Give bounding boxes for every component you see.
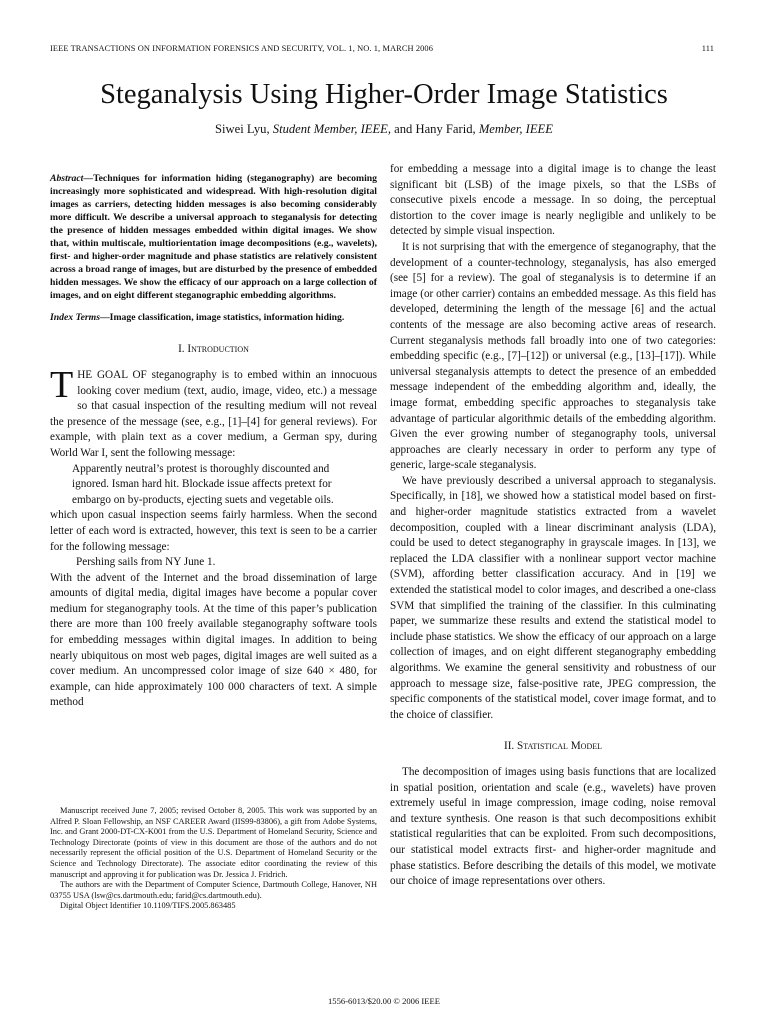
section-heading-introduction: I. Introduction bbox=[178, 343, 249, 356]
paper-title: Steganalysis Using Higher-Order Image Statistics bbox=[100, 79, 668, 110]
footnote-doi: Digital Object Identifier 10.1109/TIFS.2005.863485 bbox=[60, 901, 236, 911]
index-terms bbox=[50, 311, 377, 324]
author-line bbox=[40, 122, 728, 137]
right-column bbox=[390, 162, 716, 890]
intro-paragraph-1 bbox=[50, 363, 377, 462]
intro-paragraph-3: With the advent of the Internet and the broad dissemination of large amounts of digital media, digital images have become a popular cover medium for steganography tools. At the time of this paper’s publication there are more than 100 freely available steganography software tools for embedding messages within digital images. In addition to being nearly ubiquitous on most web pages, digital images are well suited as a cover medium. An uncompressed color image of size 640 × 480, for example, can hide approximately 100 000 characters of text. A simple method bbox=[50, 571, 377, 709]
drop-cap: T bbox=[50, 363, 74, 406]
right-paragraph-3: We have previously described a universal approach to steganalysis. Specifically, in [18], we showed how a statistical model based on first- and higher-order magnitude statistics extracted from a wavelet decomposition, coupled with a linear discriminant analysis (LDA), could be used to detect steganography in grayscale images. In [13], we replaced the LDA classifier with a nonlinear support vector machine (SVM), affording better classification accuracy. And in [19] we extended the statistical model to color images, and described a one-class SVM that simplified the training of the classifier. In this culminating paper, we summarize these results and extend the statistical model to include phase statistics. We show the efficacy of our approach on a large collection of images, and on eight different steganography embedding algorithms. We examine the general sensitivity and robustness of our approach to message size, false-positive rate, JPEG compression, the specific components of the statistical model, cover image format, and to the choice of classifier. bbox=[390, 474, 716, 721]
left-column bbox=[50, 162, 377, 711]
quote-2: Pershing sails from NY June 1. bbox=[76, 556, 216, 569]
page-number: 111 bbox=[701, 44, 714, 53]
journal-name: IEEE TRANSACTIONS ON INFORMATION FORENSICS AND SECURITY, VOL. 1, NO. 1, MARCH 2006 bbox=[50, 44, 434, 53]
abstract-lead: Abstract bbox=[50, 172, 84, 184]
footnote bbox=[50, 806, 377, 912]
author-2: and Hany Farid, bbox=[394, 122, 476, 136]
index-terms-lead: Index Terms bbox=[50, 312, 100, 324]
right-paragraph-1: for embedding a message into a digital image is to change the least significant bit (LSB) of the image pixels, so that the LSBs of consecutive pixels encode a message. In so doing, the perceptual distortion to the cover image is nearly negligible and unlikely to be detected by simple visual inspection. bbox=[390, 163, 716, 238]
index-terms-text: —Image classification, image statistics, information hiding. bbox=[99, 312, 345, 324]
abstract bbox=[50, 172, 377, 302]
author-1-role: Student Member, IEEE, bbox=[272, 122, 391, 136]
author-1: Siwei Lyu, bbox=[215, 122, 270, 136]
section-heading-statistical-model: II. Statistical Model bbox=[503, 740, 603, 753]
intro-paragraph-1-text: HE GOAL OF steganography is to embed within an innocuous looking cover medium (text, audio, image, video, etc.) a message so that casual inspection of the resulting medium will not reveal the presence of the message (see, e.g., [1]–[4] for general reviews). For example, with plain text as a cover medium, a German spy, during World War I, sent the following message: bbox=[50, 368, 377, 459]
right-paragraph-2: It is not surprising that with the emergence of steganography, that the development of a counter-technology, steganalysis, has also emerged (see [5] for a review). The goal of steganalysis is to determine if an image (or other carrier) contains an embedded message. As this field has developed, determining the length of the message [6] and the actual contents of the message are also becoming active areas of research. Current steganalysis methods fall broadly into one of two categories: embedding specific (e.g., [7]–[12]) or universal (e.g., [13]–[17]). While universal steganalysis attempts to detect the presence of an embedded message independent of the embedding algorithm and, ideally, the image format, embedding specific approaches to steganalysis take advantage of particular algorithmic details of the embedding algorithm. Given the ever growing number of steganography tools, universal approaches are clearly necessary in order to perform any type of generic, large-scale steganalysis. bbox=[390, 240, 716, 472]
footnote-affiliation: The authors are with the Department of Computer Science, Dartmouth College, Hanover, NH 03755 USA (lsw@cs.dartmouth.edu; farid@cs.dartmouth.edu). bbox=[50, 880, 377, 900]
copyright-footer: 1556-6013/$20.00 © 2006 IEEE bbox=[327, 996, 441, 1006]
quote-1: Apparently neutral’s protest is thoroughly discounted and ignored. Isman hard hit. Blockade issue affects pretext for embargo on by-products, ejecting suets and vegetable oils. bbox=[72, 462, 334, 506]
right-paragraph-4: The decomposition of images using basis functions that are localized in spatial position, orientation and scale (e.g., wavelets) have proven extremely useful in image compression, image coding, noise removal and texture synthesis. One reason is that such decompositions exhibit statistical regularities that can be exploited. From such decompositions, our statistical model extracts first- and higher-order magnitude and phase statistics. Before describing the details of this model, we motivate our choice of image representations over others. bbox=[390, 765, 716, 888]
footnote-funding: Manuscript received June 7, 2005; revised October 8, 2005. This work was supported by an Alfred P. Sloan Fellowship, an NSF CAREER Award (IIS99-83806), a gift from Adobe Systems, Inc. and Grant 2000-DT-CX-K001 from the U.S. Department of Homeland Security, Science and Technology Directorate (points of view in this document are those of the authors and do not necessarily represent the official position of the U.S. Department of Homeland Security or the Science and Technology Directorate). The associate editor coordinating the review of this manuscript and approving it for publication was Dr. Jessica J. Fridrich. bbox=[50, 806, 377, 879]
abstract-text: —Techniques for information hiding (steganography) are becoming increasingly more sophisticated and widespread. With high-resolution digital images as carriers, detecting hidden messages is also becoming considerably more difficult. We describe a universal approach to steganalysis for detecting the presence of hidden messages embedded within digital images. We show that, within multiscale, multiorientation image decompositions (e.g., wavelets), first- and higher-order magnitude and phase statistics are relatively consistent across a broad range of images, but are disturbed by the presence of embedded hidden messages. We show the efficacy of our approach on a large collection of images, and on eight different steganographic embedding algorithms. bbox=[50, 172, 377, 301]
author-2-role: Member, IEEE bbox=[478, 122, 553, 136]
intro-paragraph-2: which upon casual inspection seems fairly harmless. When the second letter of each word is extracted, however, this text is seen to be a carrier for the following message: bbox=[50, 509, 377, 553]
